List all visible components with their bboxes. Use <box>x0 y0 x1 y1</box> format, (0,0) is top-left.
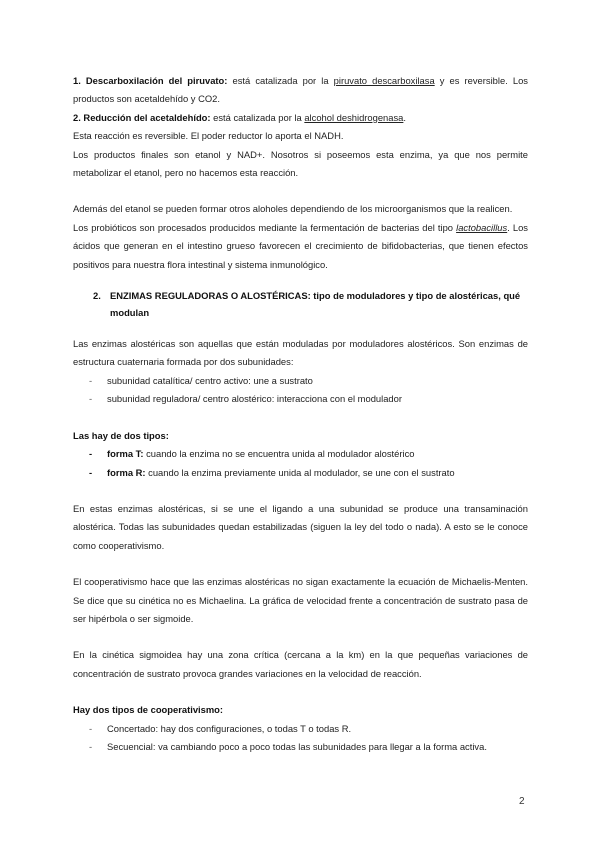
paragraph-probioticos: Los probióticos son procesados producidos mediante la fermentación de bacterias del tipo lactobacillus. Los ácidos que generan en el intestino grueso favorecen el crecimiento de bifidobacterias, que tienen efectos positivos para nuestra flora intestinal y sistema inmunológico. <box>73 221 528 270</box>
coop-tipos-title: Hay dos tipos de cooperativismo: <box>73 704 224 716</box>
species-term: lactobacillus <box>456 221 508 233</box>
tipos-title: Las hay de dos tipos: <box>73 429 169 441</box>
list-item: - Secuencial: va cambiando poco a poco todas las subunidades para llegar a la forma activa. <box>89 740 487 752</box>
paragraph-alostericas: Las enzimas alostéricas son aquellas que están moduladas por moduladores alostéricos. Son enzimas de estructura cuaternaria formada por dos subunidades: <box>73 338 528 368</box>
list-item: - forma T: cuando la enzima no se encuentra unida al modulador alostérico <box>89 448 415 460</box>
enzyme-term: piruvato descarboxilasa <box>333 75 435 86</box>
heading-text: ENZIMAS REGULADORAS O ALOSTÉRICAS: tipo de moduladores y tipo de alostéricas, qué modulan <box>110 290 521 318</box>
page-content <box>73 72 528 756</box>
list-item: - forma R: cuando la enzima previamente unida al modulador, se une con el sustrato <box>89 466 455 478</box>
heading-number: 2. <box>93 290 101 302</box>
page-number: 2 <box>519 796 525 807</box>
paragraph-productos: Los productos finales son etanol y NAD+. Nosotros si poseemos esta enzima, ya que nos permite metabolizar el etanol, pero no hacemos esta reacción. <box>73 148 528 179</box>
section-heading <box>93 288 528 321</box>
paragraph-etanol: Además del etanol se pueden formar otros aloholes dependiendo de los microorganismos que la realicen. <box>73 203 513 215</box>
coop-tipos-list <box>73 720 528 757</box>
paragraph-transaminacion: En estas enzimas alostéricas, si se une el ligando a una subunidad se produce una transaminación alostérica. Todas las subunidades quedan estabilizadas (siguen la ley del todo o nada). A esto se le conoce como cooperativismo. <box>73 502 528 551</box>
item-title: 1. Descarboxilación del piruvato: <box>73 75 228 86</box>
list-item: - subunidad reguladora/ centro alostérico: interacciona con el modulador <box>89 393 402 405</box>
subunidades-list <box>73 372 528 409</box>
paragraph-reversible: Esta reacción es reversible. El poder reductor lo aporta el NADH. <box>73 130 344 142</box>
item-descarboxilacion: 1. Descarboxilación del piruvato: está catalizada por la piruvato descarboxilasa y es reversible. Los productos son acetaldehído y CO2. <box>73 75 528 105</box>
item-reduccion: 2. Reducción del acetaldehído: está catalizada por la alcohol deshidrogenasa. <box>73 111 406 123</box>
list-item: - Concertado: hay dos configuraciones, o todas T o todas R. <box>89 722 352 734</box>
tipos-list <box>73 445 528 482</box>
list-item: - subunidad catalítica/ centro activo: une a sustrato <box>89 374 313 386</box>
enzyme-term: alcohol deshidrogenasa <box>304 111 404 123</box>
paragraph-sigmoidea: En la cinética sigmoidea hay una zona crítica (cercana a la km) en la que pequeñas variaciones de concentración de sustrato provoca grandes variaciones en la velocidad de reacción. <box>73 649 528 679</box>
item-title: 2. Reducción del acetaldehído: <box>73 111 211 123</box>
paragraph-cooperativismo: El cooperativismo hace que las enzimas alostéricas no sigan exactamente la ecuación de Michaelis-Menten. Se dice que su cinética no es Michaelina. La gráfica de velocidad frente a concentración de sustrato pasa de ser hipérbola o ser sigmoide. <box>73 576 528 624</box>
